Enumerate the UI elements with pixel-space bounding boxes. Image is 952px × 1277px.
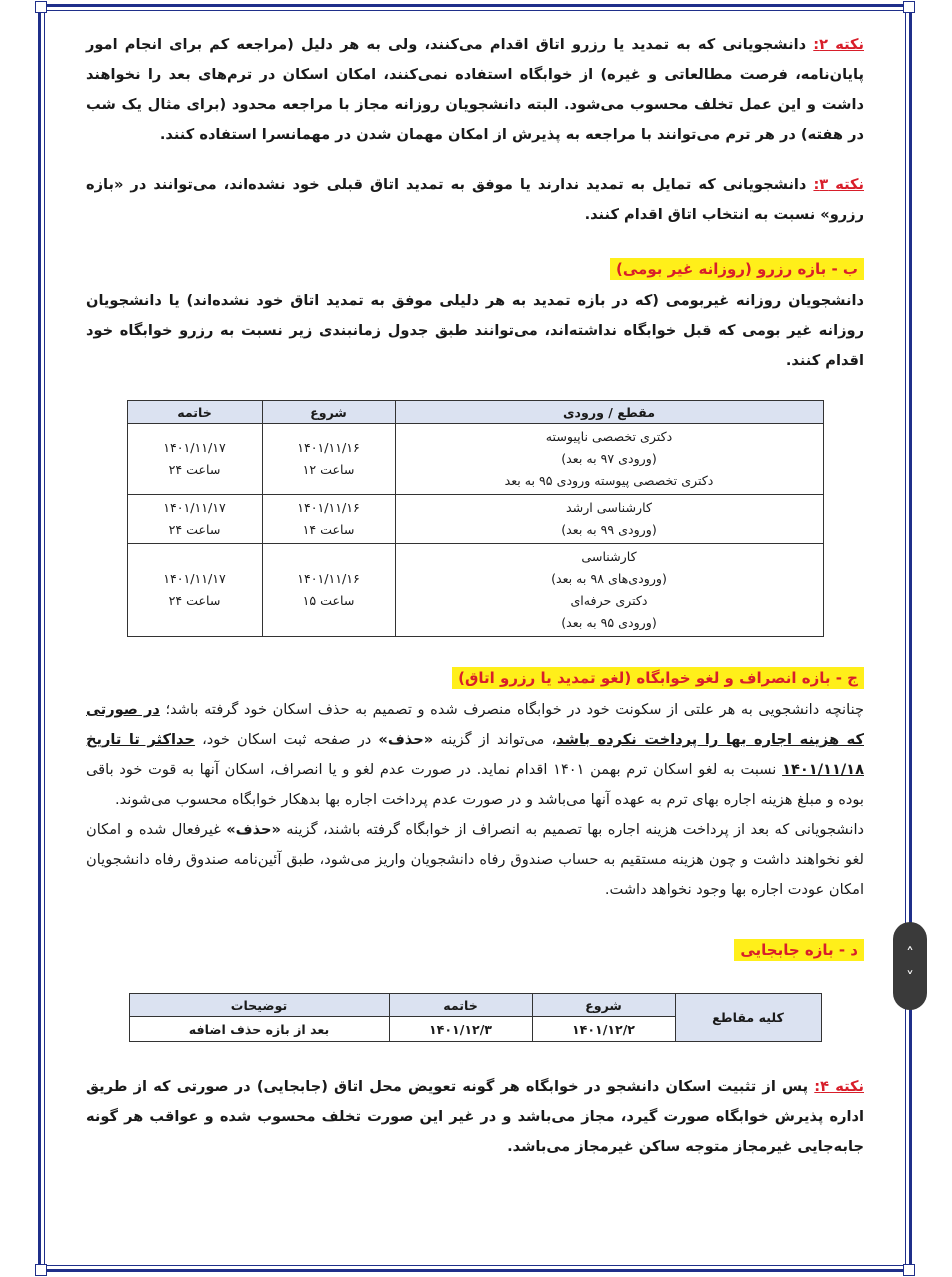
border-corner-ornament [35,1,47,13]
delete-option-label: «حذف» [378,731,434,748]
table-header-level: مقطع / ورودی [395,401,823,424]
text-run: نسبت به لغو اسکان ترم بهمن ۱۴۰۱ اقدام نماید. در صورت عدم لغو و یا انصراف، اسکان آنها به قوت خود باقی بوده و مبلغ هزینه اجاره بهای ترم به عهده آنها می‌باشد و در صورت عدم پرداخت اجاره بها بدهکار خوابگاه محسوب می‌شوند. [86,761,864,808]
level-line: دکتری تخصصی ناپیوسته [545,429,673,444]
note-2-label: نکته ۲: [813,36,864,53]
table-cell-description: بعد از بازه حذف اضافه [129,1017,389,1042]
table-cell-level [395,424,823,495]
table-cell-start [262,495,395,544]
section-c-paragraph-1 [86,695,864,815]
level-line: دکتری حرفه‌ای [570,593,648,608]
end-time: ساعت ۲۴ [168,462,221,477]
start-time: ساعت ۱۴ [302,522,355,537]
level-line: (ورودی ۹۹ به بعد) [561,522,657,537]
table-row [127,544,823,637]
reservation-schedule-table [127,400,824,637]
table-cell-start [262,544,395,637]
text-run-emphasis: در صورتی که هزینه اجاره بها را پرداخت نکرده باشد [86,701,864,748]
chevron-down-icon[interactable]: ˅ [906,968,914,987]
table-cell-end: ۱۴۰۱/۱۲/۳ [389,1017,532,1042]
border-corner-ornament [903,1264,915,1276]
level-line: (ورودی ۹۵ به بعد) [561,615,657,630]
chevron-up-icon[interactable]: ˄ [906,944,914,963]
start-date: ۱۴۰۱/۱۱/۱۶ [297,571,360,586]
level-line: (ورودی ۹۷ به بعد) [561,451,657,466]
end-date: ۱۴۰۱/۱۱/۱۷ [163,440,226,455]
table-row [127,495,823,544]
section-c-heading: ج - بازه انصراف و لغو خوابگاه (لغو تمدید یا رزرو اتاق) [452,667,864,689]
note-4-text: پس از تثبیت اسکان دانشجو در خوابگاه هر گونه تعویض محل اتاق (جابجایی) در صورتی که از طریق اداره پذیرش خوابگاه صورت گیرد، مجاز می‌باشد و در غیر این صورت تخلف محسوب شده و عواقب هر گونه جابه‌جایی غیرمجاز متوجه ساکن غیرمجاز می‌باشد. [86,1078,864,1155]
table-cell-end [127,544,262,637]
end-time: ساعت ۲۴ [168,593,221,608]
table-header-end: خاتمه [389,994,532,1017]
page-scroll-control[interactable] [893,922,927,1010]
text-run: غیرفعال شده و امکان لغو نخواهند داشت و چون هزینه مستقیم به حساب صندوق رفاه دانشجویان واریز می‌شود، طبق آئین‌نامه صندوق رفاه دانشجویان امکان عودت اجاره بها وجود نخواهد داشت. [86,821,864,898]
table-header-description: توضیحات [129,994,389,1017]
document-body [86,30,864,1162]
deadline-date: حداکثر تا تاریخ ۱۴۰۱/۱۱/۱۸ [86,731,864,778]
end-time: ساعت ۲۴ [168,522,221,537]
note-4 [86,1072,864,1162]
note-2 [86,30,864,150]
note-3-text: دانشجویانی که تمایل به تمدید ندارند یا موفق به تمدید اتاق قبلی خود نشده‌اند، می‌توانند در «بازه رزرو» نسبت به انتخاب اتاق اقدام کنند. [86,176,864,223]
section-c-paragraph-2 [86,815,864,905]
level-line: (ورودی‌های ۹۸ به بعد) [551,571,667,586]
text-run: دانشجویانی که بعد از پرداخت هزینه اجاره بها تصمیم به انصراف از خوابگاه گرفته باشند، گزینه [280,821,864,838]
note-4-label: نکته ۴: [814,1078,864,1095]
table-cell-level [395,495,823,544]
text-run: چنانچه دانشجویی به هر علتی از سکونت خود در خوابگاه منصرف شده و تصمیم به حذف اسکان خود گرفته باشد؛ [159,701,864,718]
section-b-heading: ب - بازه رزرو (روزانه غیر بومی) [610,258,864,280]
table-cell-level [395,544,823,637]
table-cell-end [127,495,262,544]
all-levels-cell: کلیه مقاطع [675,994,821,1042]
table-cell-start: ۱۴۰۱/۱۲/۲ [532,1017,675,1042]
end-date: ۱۴۰۱/۱۱/۱۷ [163,500,226,515]
table-header-end: خاتمه [127,401,262,424]
text-run: در صفحه ثبت اسکان خود، [194,731,379,748]
table-cell-start [262,424,395,495]
border-corner-ornament [903,1,915,13]
end-date: ۱۴۰۱/۱۱/۱۷ [163,571,226,586]
start-date: ۱۴۰۱/۱۱/۱۶ [297,500,360,515]
section-d-heading: د - بازه جابجایی [734,939,864,961]
table-header-start: شروع [262,401,395,424]
level-line: کارشناسی [581,549,637,564]
text-run: ، می‌تواند از گزینه [433,731,557,748]
level-line: کارشناسی ارشد [566,500,652,515]
table-cell-end [127,424,262,495]
section-b-intro: دانشجویان روزانه غیربومی (که در بازه تمدید به هر دلیلی موفق به تمدید اتاق خود نشده‌اند) یا دانشجویان روزانه غیر بومی که قبل خوابگاه نداشته‌اند، می‌توانند طبق جدول زمانبندی زیر نسبت به رزرو خوابگاه خود اقدام کنند. [86,292,864,369]
note-3-label: نکته ۳: [813,176,864,193]
start-time: ساعت ۱۵ [302,593,355,608]
table-header-start: شروع [532,994,675,1017]
delete-option-label: «حذف» [226,821,281,838]
start-date: ۱۴۰۱/۱۱/۱۶ [297,440,360,455]
note-3 [86,170,864,230]
table-row [127,424,823,495]
note-2-text: دانشجویانی که به تمدید یا رزرو اتاق اقدام می‌کنند، ولی به هر دلیل (مراجعه کم برای انجام امور پایان‌نامه، فرصت مطالعاتی و غیره) از خوابگاه استفاده نمی‌کنند، امکان اسکان در ترم‌های بعد را نخواهند داشت و این عمل تخلف محسوب می‌شود. البته دانشجویان روزانه مجاز با مراجعه محدود (برای مثال یک شب در هفته) در هر ترم می‌توانند با مراجعه به پذیرش از امکان مهمان شدن در مهمانسرا استفاده کنند. [86,36,864,143]
start-time: ساعت ۱۲ [302,462,355,477]
border-corner-ornament [35,1264,47,1276]
level-line: دکتری تخصصی پیوسته ورودی ۹۵ به بعد [504,473,714,488]
relocation-table [129,993,822,1042]
